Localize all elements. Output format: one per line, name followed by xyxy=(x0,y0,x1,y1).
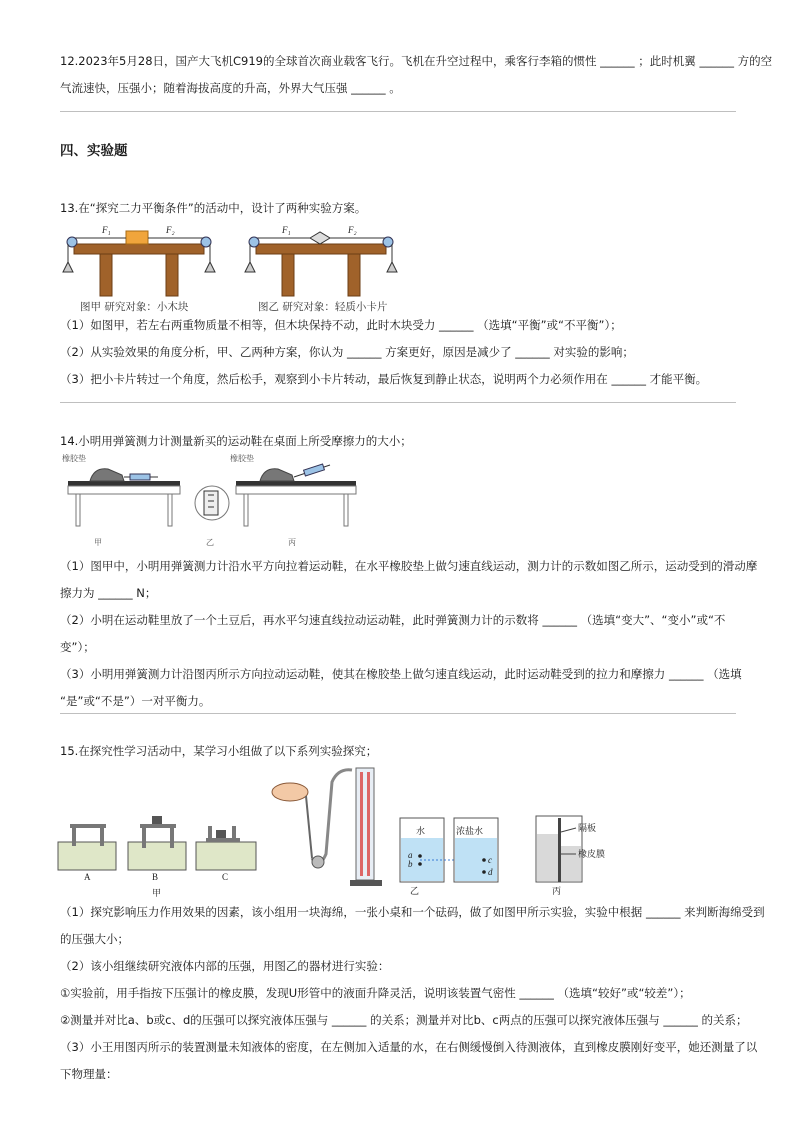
section-title: 四、实验题 xyxy=(60,143,128,159)
sponge-a xyxy=(58,824,116,870)
label-rubber-mat-a: 橡胶垫 xyxy=(62,454,86,463)
q15-part-1-l1: （1）探究影响压力作用效果的因素，该小组用一块海绵，一张小桌和一个砝码，做了如图甲所示实验，实验中根据 ______ 来判断海绵受到 xyxy=(60,905,765,919)
q12-line-2: 气流速快，压强小；随着海拔高度的升高，外界大气压强 ______ 。 xyxy=(60,81,401,95)
label-B: B xyxy=(152,872,159,882)
caption-jia: 甲 xyxy=(152,888,162,898)
q15-stem xyxy=(60,738,736,765)
sponge-b xyxy=(128,816,186,870)
q12-line-1: 12.2023年5月28日，国产大飞机C919的全球首次商业载客飞行。飞机在升空过程中，乘客行李箱的惯性 ______ ；此时机翼 ______ 方的空 xyxy=(60,54,773,68)
caption-yi: 乙 xyxy=(410,886,420,896)
table-yi xyxy=(245,225,397,296)
q13-caption-yi: 图乙 研究对象：轻质小卡片 xyxy=(258,301,388,313)
label-f2-jia: F₂ xyxy=(166,225,175,235)
label-water: 水 xyxy=(416,826,426,836)
label-d: d xyxy=(488,867,493,877)
q15-part-2-1: ①实验前，用手指按下压强计的橡皮膜，发现U形管中的液面升降灵活，说明该装置气密性 ______ （选填“较好”或“较差”）； xyxy=(60,986,691,1000)
label-b: b xyxy=(408,859,413,869)
q15-stem-text: 15.在探究性学习活动中，某学习小组做了以下系列实验探究； xyxy=(60,744,378,758)
label-partition: 隔板 xyxy=(578,823,597,833)
divider xyxy=(60,111,736,112)
q13-part-2: （2）从实验效果的角度分析，甲、乙两种方案，你认为 ______ 方案更好，原因是减少了 ______ 对实验的影响； xyxy=(60,345,634,359)
caption-bing: 丙 xyxy=(552,886,562,896)
q13-part-3: （3）把小卡片转过一个角度，然后松手，观察到小卡片转动，最后恢复到静止状态，说明两个力必须作用在 ______ 才能平衡。 xyxy=(60,372,708,386)
label-C: C xyxy=(222,872,229,882)
q14-stem xyxy=(60,428,736,455)
q13-stem xyxy=(60,195,736,222)
q15-parts xyxy=(60,899,765,1088)
q13-parts xyxy=(60,312,736,393)
q15-part-2-2: ②测量并对比a、b或c、d的压强可以探究液体压强与 ______ 的关系；测量并对比b、c两点的压强可以探究液体压强与 ______ 的关系； xyxy=(60,1013,748,1027)
q15-figure xyxy=(56,762,616,900)
partition-container xyxy=(536,816,582,882)
q14-part-1-l1: （1）图甲中，小明用弹簧测力计沿水平方向拉着运动鞋，在水平橡胶垫上做匀速直线运动，测力计的示数如图乙所示，运动受到的滑动摩 xyxy=(60,559,758,573)
q14-figure xyxy=(60,453,360,549)
q14-part-3-l1: （3）小明用弹簧测力计沿图丙所示方向拉动运动鞋，使其在橡胶垫上做匀速直线运动，此时运动鞋受到的拉力和摩擦力 ______ （选填 xyxy=(60,667,742,681)
q14-part-1-l2: 擦力为 ______ N； xyxy=(60,586,157,600)
divider xyxy=(60,713,736,714)
q13-stem-text: 13.在“探究二力平衡条件”的活动中，设计了两种实验方案。 xyxy=(60,201,367,215)
q15-part-1-l2: 的压强大小； xyxy=(60,932,129,946)
q15-part-3-l2: 下物理量： xyxy=(60,1067,118,1081)
q14-part-2-l2: 变”）； xyxy=(60,640,95,654)
caption-jia: 甲 xyxy=(94,538,102,547)
q14-part-2-l1: （2）小明在运动鞋里放了一个土豆后，再水平匀速直线拉动运动鞋，此时弹簧测力计的示数将 ______ （选填“变大”、“变小”或“不 xyxy=(60,613,726,627)
label-f1-yi: F₁ xyxy=(282,225,291,235)
q13-figure xyxy=(60,222,400,298)
caption-bing: 丙 xyxy=(288,538,296,547)
q14-parts xyxy=(60,553,758,715)
label-brine: 浓盐水 xyxy=(456,826,484,836)
label-c: c xyxy=(488,855,492,865)
caption-yi: 乙 xyxy=(206,538,214,547)
label-membrane: 橡皮膜 xyxy=(578,849,606,859)
question-12 xyxy=(60,48,773,102)
label-A: A xyxy=(84,872,91,882)
sponge-c xyxy=(196,826,256,870)
divider xyxy=(60,402,736,403)
label-f2-yi: F₂ xyxy=(348,225,357,235)
q14-part-3-l2: “是”或“不是”）一对平衡力。 xyxy=(60,694,211,708)
q15-part-3-l1: （3）小王用图丙所示的装置测量未知液体的密度，在左侧加入适量的水，在右侧缓慢倒入待测液体，直到橡皮膜刚好变平，她还测量了以 xyxy=(60,1040,758,1054)
label-a: a xyxy=(408,850,413,860)
q13-part-1: （1）如图甲，若左右两重物质量不相等，但木块保持不动，此时木块受力 ______ （选填“平衡”或“不平衡”）； xyxy=(60,318,622,332)
q15-part-2: （2）该小组继续研究液体内部的压强，用图乙的器材进行实验： xyxy=(60,959,390,973)
q14-stem-text: 14.小明用弹簧测力计测量新买的运动鞋在桌面上所受摩擦力的大小； xyxy=(60,434,412,448)
pressure-gauge xyxy=(272,768,382,886)
table-jia xyxy=(63,225,215,296)
label-f1-jia: F₁ xyxy=(102,225,111,235)
q13-caption-jia: 图甲 研究对象：小木块 xyxy=(80,301,189,313)
label-rubber-mat-b: 橡胶垫 xyxy=(230,454,254,463)
